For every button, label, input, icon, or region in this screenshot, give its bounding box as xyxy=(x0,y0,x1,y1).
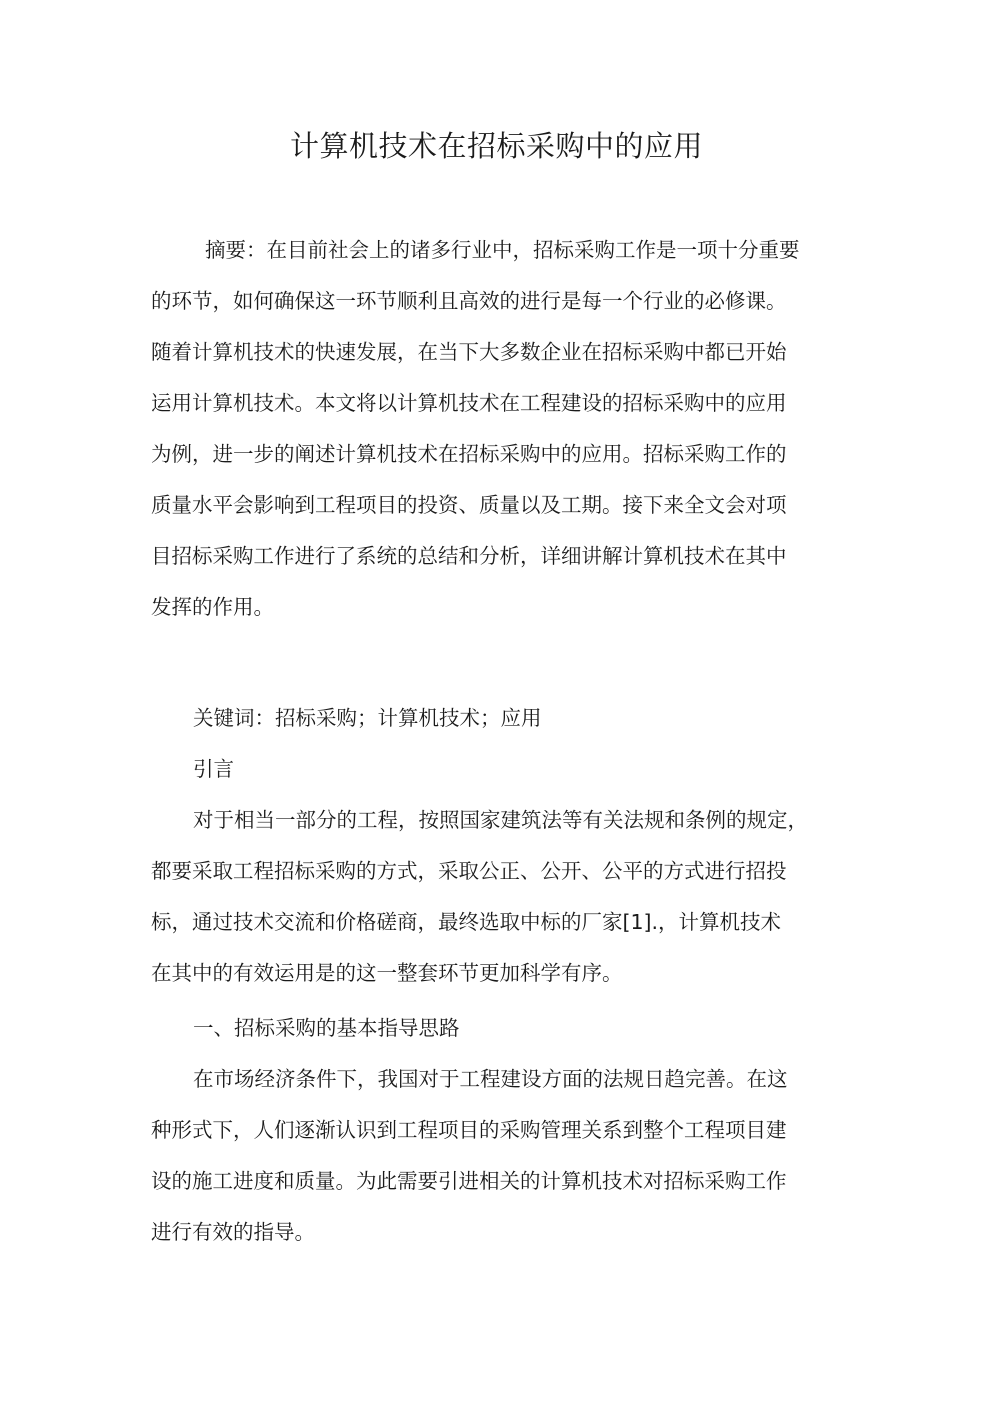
intro-heading: 引言 xyxy=(193,757,234,781)
intro-line: 对于相当一部分的工程，按照国家建筑法等有关法规和条例的规定， xyxy=(193,808,808,832)
section-line: 在市场经济条件下，我国对于工程建设方面的法规日趋完善。在这 xyxy=(193,1067,788,1091)
abstract-line: 随着计算机技术的快速发展，在当下大多数企业在招标采购中都已开始 xyxy=(151,340,787,364)
section-line: 种形式下，人们逐渐认识到工程项目的采购管理关系到整个工程项目建 xyxy=(151,1118,787,1142)
section-line: 设的施工进度和质量。为此需要引进相关的计算机技术对招标采购工作 xyxy=(151,1169,787,1193)
keywords: 关键词：招标采购；计算机技术；应用 xyxy=(193,706,542,730)
section-heading: 一、招标采购的基本指导思路 xyxy=(193,1016,460,1040)
intro-line: 标，通过技术交流和价格磋商，最终选取中标的厂家[1].，计算机技术 xyxy=(151,910,782,934)
abstract-line: 运用计算机技术。本文将以计算机技术在工程建设的招标采购中的应用 xyxy=(151,391,787,415)
abstract-line: 的环节，如何确保这一环节顺利且高效的进行是每一个行业的必修课。 xyxy=(151,289,787,313)
intro-line: 在其中的有效运用是的这一整套环节更加科学有序。 xyxy=(151,961,623,985)
abstract-line: 为例，进一步的阐述计算机技术在招标采购中的应用。招标采购工作的 xyxy=(151,442,787,466)
intro-line: 都要采取工程招标采购的方式，采取公正、公开、公平的方式进行招投 xyxy=(151,859,787,883)
abstract-line: 摘要：在目前社会上的诸多行业中，招标采购工作是一项十分重要 xyxy=(205,238,800,262)
abstract-line: 目招标采购工作进行了系统的总结和分析，详细讲解计算机技术在其中 xyxy=(151,544,787,568)
section-line: 进行有效的指导。 xyxy=(151,1220,315,1244)
document-title: 计算机技术在招标采购中的应用 xyxy=(289,129,703,163)
abstract-line: 发挥的作用。 xyxy=(151,595,274,619)
abstract-line: 质量水平会影响到工程项目的投资、质量以及工期。接下来全文会对项 xyxy=(151,493,787,517)
